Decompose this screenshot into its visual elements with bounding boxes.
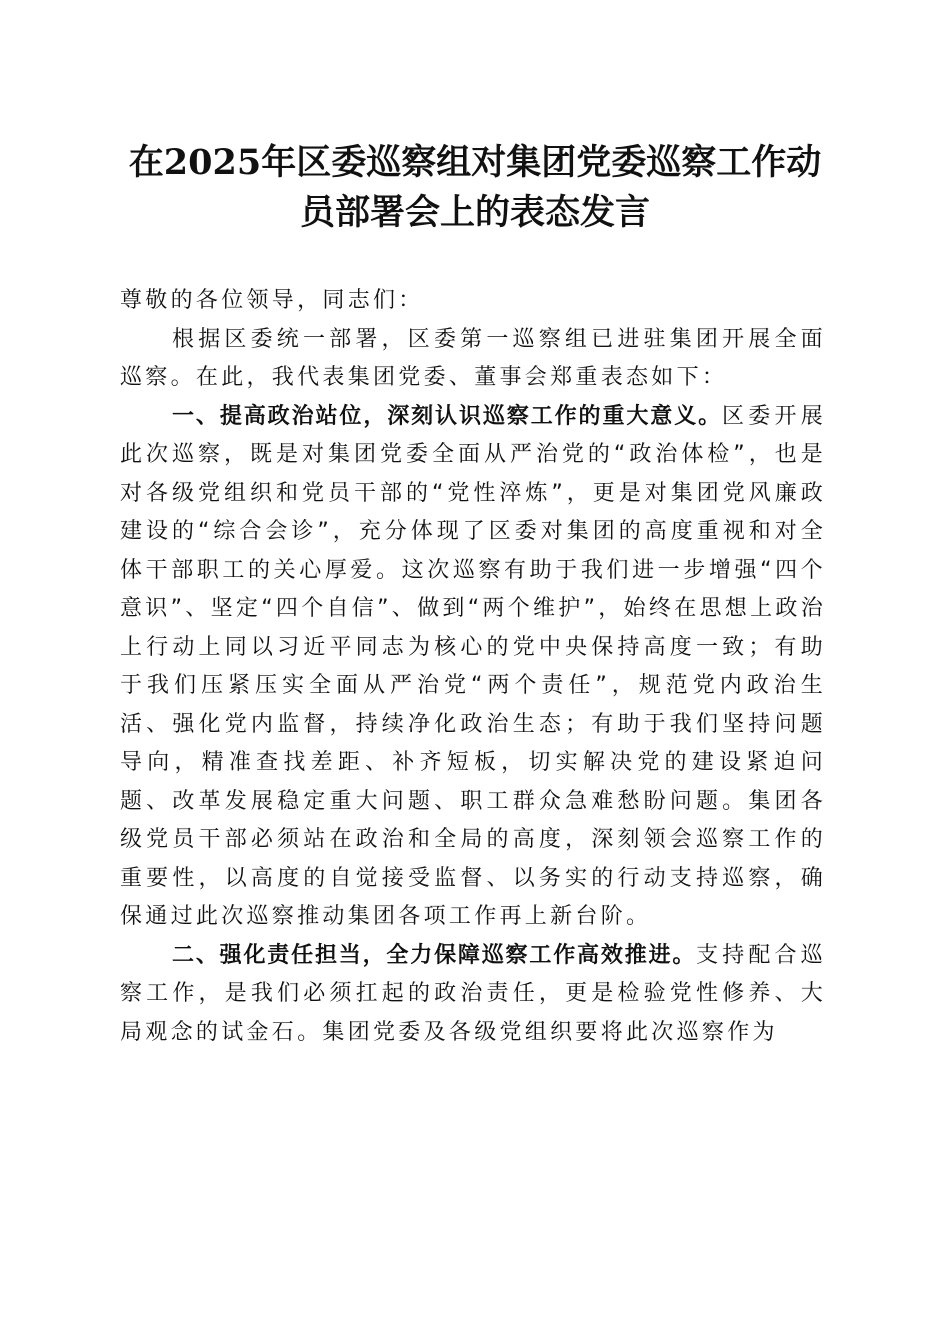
section-1-heading: 一、提高政治站位，深刻认识巡察工作的重大意义。	[172, 403, 723, 429]
section-1-paragraph	[120, 398, 826, 937]
intro-paragraph: 根据区委统一部署，区委第一巡察组已进驻集团开展全面巡察。在此，我代表集团党委、董事会郑重表态如下：	[120, 326, 826, 390]
section-2-body: 支持配合巡察工作，是我们必须扛起的政治责任，更是检验党性修养、大局观念的试金石。集团党委及各级党组织要将此次巡察作为	[120, 942, 826, 1045]
title-line-2: 员部署会上的表态发言	[299, 192, 650, 233]
salutation: 尊敬的各位领导，同志们：	[120, 288, 424, 313]
title-line-1: 在2025年区委巡察组对集团党委巡察工作动	[128, 142, 822, 183]
section-2-paragraph	[120, 937, 826, 1053]
document-body	[120, 282, 826, 1052]
section-1-body: 区委开展此次巡察，既是对集团党委全面从严治党的“政治体检”，也是对各级党组织和党员干部的“党性淬炼”，更是对集团党风廉政建设的“综合会诊”，充分体现了区委对集团的高度重视和对全体干部职工的关心厚爱。这次巡察有助于我们进一步增强“四个意识”、坚定“四个自信”、做到“两个维护”，始终在思想上政治上行动上同以习近平同志为核心的党中央保持高度一致；有助于我们压紧压实全面从严治党“两个责任”，规范党内政治生活、强化党内监督，持续净化政治生态；有助于我们坚持问题导向，精准查找差距、补齐短板，切实解决党的建设紧迫问题、改革发展稳定重大问题、职工群众急难愁盼问题。集团各级党员干部必须站在政治和全局的高度，深刻领会巡察工作的重要性，以高度的自觉接受监督、以务实的行动支持巡察，确保通过此次巡察推动集团各项工作再上新台阶。	[120, 403, 826, 929]
document-title	[120, 138, 830, 238]
section-2-heading: 二、强化责任担当，全力保障巡察工作高效推进。	[172, 942, 697, 968]
